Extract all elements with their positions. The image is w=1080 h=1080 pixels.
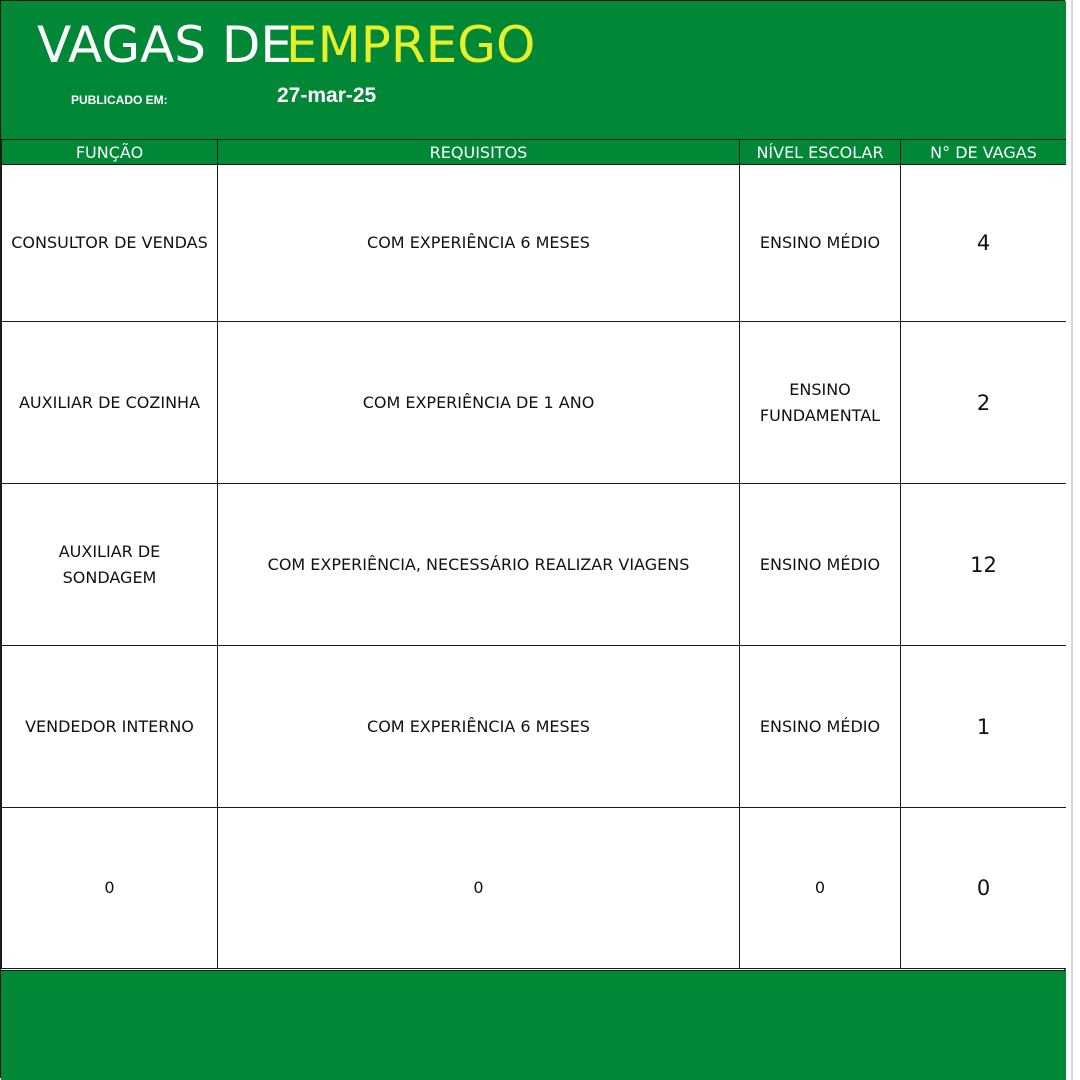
cell-num-vagas: 12 xyxy=(901,484,1067,646)
published-label: PUBLICADO EM: xyxy=(71,93,168,107)
cell-requisitos: COM EXPERIÊNCIA DE 1 ANO xyxy=(218,322,740,484)
cell-funcao: CONSULTOR DE VENDAS xyxy=(2,165,218,322)
table-row xyxy=(2,165,1067,322)
cell-funcao: AUXILIAR DE SONDAGEM xyxy=(2,484,218,646)
table-row xyxy=(2,484,1067,646)
cell-funcao: AUXILIAR DE COZINHA xyxy=(2,322,218,484)
table-row xyxy=(2,808,1067,969)
cell-nivel-escolar: ENSINO MÉDIO xyxy=(740,484,901,646)
column-header-num-vagas: N° DE VAGAS xyxy=(901,140,1067,165)
table-row xyxy=(2,322,1067,484)
page-edge-rule xyxy=(1071,0,1073,1080)
cell-nivel-escolar: ENSINO MÉDIO xyxy=(740,646,901,808)
footer-banner xyxy=(1,970,1066,1080)
header-banner xyxy=(1,1,1066,139)
cell-requisitos: 0 xyxy=(218,808,740,969)
title-vagas-de: VAGAS DE xyxy=(37,16,293,74)
cell-nivel-escolar: 0 xyxy=(740,808,901,969)
cell-requisitos: COM EXPERIÊNCIA, NECESSÁRIO REALIZAR VIAGENS xyxy=(218,484,740,646)
published-date: 27-mar-25 xyxy=(277,84,377,107)
cell-requisitos: COM EXPERIÊNCIA 6 MESES xyxy=(218,165,740,322)
column-header-nivel-escolar: NÍVEL ESCOLAR xyxy=(740,140,901,165)
page-edge xyxy=(1066,0,1080,1080)
cell-requisitos: COM EXPERIÊNCIA 6 MESES xyxy=(218,646,740,808)
cell-nivel-escolar: ENSINO MÉDIO xyxy=(740,165,901,322)
cell-nivel-escolar: ENSINO FUNDAMENTAL xyxy=(740,322,901,484)
job-table xyxy=(1,139,1067,969)
cell-num-vagas: 0 xyxy=(901,808,1067,969)
cell-num-vagas: 4 xyxy=(901,165,1067,322)
title-emprego: EMPREGO xyxy=(286,16,536,74)
table-header-row xyxy=(2,140,1067,165)
cell-num-vagas: 2 xyxy=(901,322,1067,484)
column-header-requisitos: REQUISITOS xyxy=(218,140,740,165)
column-header-funcao: FUNÇÃO xyxy=(2,140,218,165)
cell-num-vagas: 1 xyxy=(901,646,1067,808)
table-row xyxy=(2,646,1067,808)
cell-funcao: VENDEDOR INTERNO xyxy=(2,646,218,808)
cell-funcao: 0 xyxy=(2,808,218,969)
